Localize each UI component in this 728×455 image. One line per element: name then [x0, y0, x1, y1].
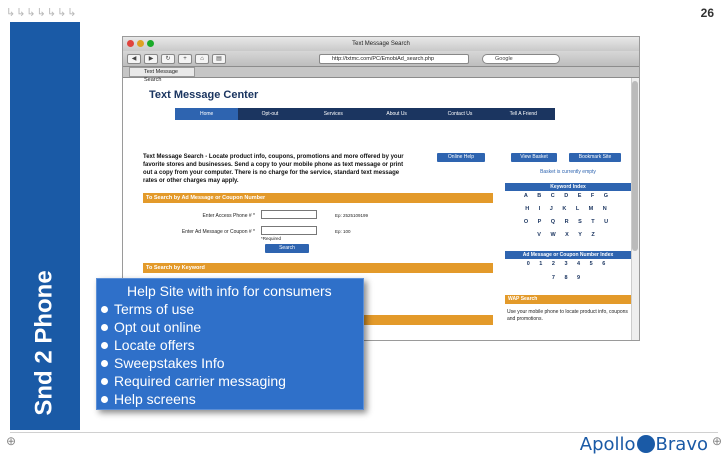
site-title: Text Message Center	[149, 89, 259, 101]
keyword-index-header: Keyword Index	[505, 183, 631, 191]
callout-item-label: Terms of use	[114, 301, 195, 317]
ad-index-row[interactable]: 0 1 2 3 4 5 6	[526, 261, 610, 267]
close-button[interactable]	[127, 40, 134, 47]
phone-label: Enter Access Phone # *	[202, 213, 255, 219]
callout-item	[101, 300, 363, 318]
view-basket-button[interactable]: View Basket	[511, 153, 557, 162]
required-note: *Required	[261, 236, 282, 241]
intro-text: Text Message Search - Locate product info, coupons, promotions and more offered by your favorite stores and businesses. Send a copy to your mobile phone as text message or print out a copy from your computer. There is no charge for the service, standard text message rates or other charges may apply.	[143, 154, 404, 184]
callout-item-label: Sweepstakes Info	[114, 355, 225, 371]
callout-item	[101, 336, 363, 354]
nav-home[interactable]: Home	[175, 108, 238, 120]
reload-icon[interactable]: ↻	[161, 54, 175, 64]
callout-item-label: Help screens	[114, 391, 196, 407]
keyword-row[interactable]: H I J K L M N	[525, 206, 611, 212]
callout-item	[101, 318, 363, 336]
tab-bar	[123, 67, 639, 83]
address-bar[interactable]: http://txtmc.com/PC/EmobiAd_search.php	[319, 54, 469, 64]
bullet-icon	[101, 396, 108, 403]
brand-logo	[580, 434, 708, 455]
callout-item-label: Locate offers	[114, 337, 195, 353]
forward-icon[interactable]: ▶	[144, 54, 158, 64]
ad-number-input[interactable]	[261, 226, 317, 235]
minimize-button[interactable]	[137, 40, 144, 47]
wap-search-header: WAP Search	[505, 295, 631, 304]
scrollbar-thumb[interactable]	[632, 81, 638, 251]
brand-part1: Apollo	[579, 434, 636, 455]
bullet-icon	[101, 342, 108, 349]
sidebar-banner	[10, 22, 80, 430]
brand-circle-icon	[637, 435, 655, 453]
callout-item	[101, 354, 363, 372]
tab-text-message-search[interactable]: Text Message Search	[129, 67, 195, 77]
bullet-icon	[101, 324, 108, 331]
callout-item-label: Opt out online	[114, 319, 202, 335]
help-callout	[96, 278, 364, 410]
keyword-row[interactable]: A B C D E F G	[523, 193, 613, 199]
search-button[interactable]: Search	[265, 244, 309, 253]
bookmark-site-button[interactable]: Bookmark Site	[569, 153, 621, 162]
keyword-search-section-header: To Search by Keyword	[143, 263, 493, 273]
sidebar-logo-text: Snd 2 Phone	[31, 270, 59, 416]
home-icon[interactable]: ⌂	[195, 54, 209, 64]
search-input[interactable]: Google	[482, 54, 560, 64]
ad-index-header: Ad Message or Coupon Number Index	[505, 251, 631, 259]
ad-search-section-header: To Search by Ad Message or Coupon Number	[143, 193, 493, 203]
bullet-icon	[101, 306, 108, 313]
crosshair-icon: ⊕	[711, 434, 723, 448]
window-controls	[127, 40, 154, 47]
callout-item	[101, 372, 363, 390]
nav-contact-us[interactable]: Contact Us	[447, 111, 473, 117]
nav-about-us[interactable]: About Us	[386, 111, 407, 117]
nav-tell-a-friend[interactable]: Tell A Friend	[509, 111, 537, 117]
add-bookmark-icon[interactable]: +	[178, 54, 192, 64]
callout-item	[101, 390, 363, 408]
ad-number-label: Enter Ad Message or Coupon # *	[181, 229, 255, 235]
title-bar	[123, 37, 639, 51]
phone-hint: Ep: 2525109199	[335, 213, 369, 218]
callout-item-label: Required carrier messaging	[114, 373, 286, 389]
ad-number-hint: Ep: 100	[335, 229, 351, 234]
ad-index-row[interactable]: 7 8 9	[551, 275, 585, 281]
wap-search-text: Use your mobile phone to locate product info, coupons and promotions.	[507, 309, 628, 322]
page-number: 26	[700, 6, 714, 20]
zoom-button[interactable]	[147, 40, 154, 47]
bullet-icon	[101, 360, 108, 367]
brand-part2: Bravo	[655, 434, 708, 455]
bullet-icon	[101, 378, 108, 385]
crosshair-icon: ⊕	[5, 434, 17, 448]
callout-title: Help Site with info for consumers	[127, 283, 332, 299]
nav-services[interactable]: Services	[323, 111, 343, 117]
phone-input[interactable]	[261, 210, 317, 219]
site-navbar	[175, 108, 555, 120]
nav-opt-out[interactable]: Opt-out	[261, 111, 279, 117]
top-decoration: ↳↳↳↳↳↳↳	[6, 7, 78, 19]
basket-status: Basket is currently empty	[540, 169, 596, 175]
keyword-row[interactable]: O P Q R S T U	[523, 219, 613, 225]
back-icon[interactable]: ◀	[127, 54, 141, 64]
sidebar-logo	[16, 268, 74, 418]
section-bar	[343, 315, 493, 325]
online-help-button[interactable]: Online Help	[437, 153, 485, 162]
footer-divider	[10, 432, 718, 433]
print-icon[interactable]: ▤	[212, 54, 226, 64]
keyword-row[interactable]: V W X Y Z	[537, 232, 599, 238]
window-title: Text Message Search	[352, 41, 410, 47]
browser-toolbar	[123, 51, 639, 67]
